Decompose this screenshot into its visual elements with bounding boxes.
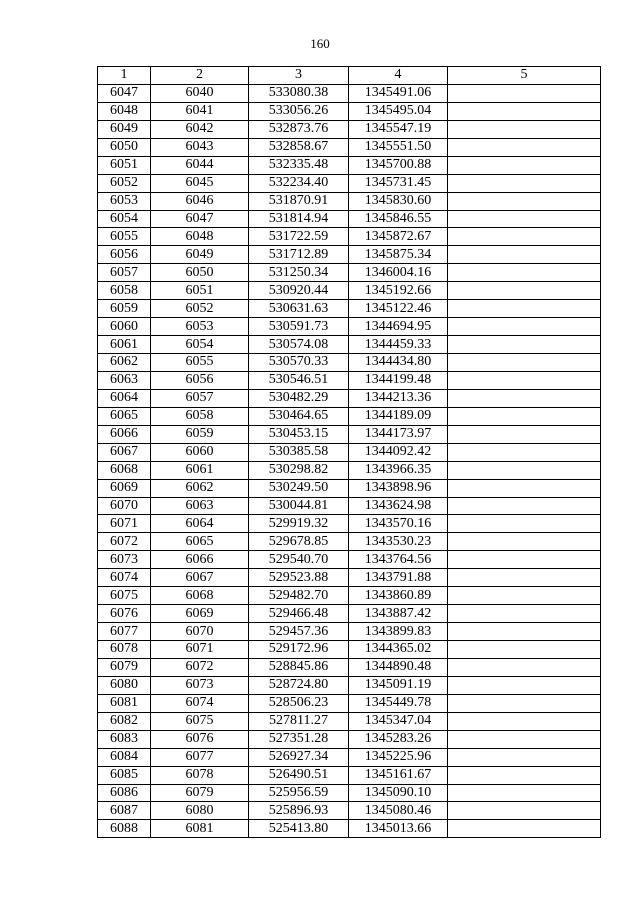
table-cell: 6073	[151, 676, 249, 694]
table-cell: 1345449.78	[349, 694, 448, 712]
table-cell: 1345875.34	[349, 246, 448, 264]
table-cell: 6063	[151, 497, 249, 515]
table-cell: 6060	[98, 318, 151, 336]
table-row	[98, 156, 601, 174]
table-cell: 6065	[98, 407, 151, 425]
table-cell: 528724.80	[249, 676, 349, 694]
table-cell	[448, 623, 601, 641]
table-cell: 530385.58	[249, 443, 349, 461]
table-cell: 6049	[98, 120, 151, 138]
table-row	[98, 533, 601, 551]
table-cell: 6059	[151, 425, 249, 443]
table-cell: 530631.63	[249, 300, 349, 318]
table-cell: 532335.48	[249, 156, 349, 174]
table-cell: 530298.82	[249, 461, 349, 479]
table-cell: 6041	[151, 102, 249, 120]
table-row	[98, 443, 601, 461]
table-cell: 1345846.55	[349, 210, 448, 228]
table-cell: 533056.26	[249, 102, 349, 120]
table-cell: 6050	[151, 264, 249, 282]
table-header-row	[98, 67, 601, 85]
table-cell: 6087	[98, 802, 151, 820]
table-cell	[448, 282, 601, 300]
table-row	[98, 587, 601, 605]
table-cell: 6088	[98, 820, 151, 838]
table-row	[98, 192, 601, 210]
table-cell: 530574.08	[249, 336, 349, 354]
table-cell: 6043	[151, 138, 249, 156]
table-cell: 1343899.83	[349, 623, 448, 641]
table-row	[98, 479, 601, 497]
table-cell	[448, 587, 601, 605]
table-row	[98, 138, 601, 156]
table-cell: 6047	[151, 210, 249, 228]
table-row	[98, 676, 601, 694]
table-cell: 6071	[98, 515, 151, 533]
table-cell: 6058	[151, 407, 249, 425]
table-cell: 1345013.66	[349, 820, 448, 838]
table-cell: 6040	[151, 84, 249, 102]
table-cell	[448, 138, 601, 156]
table-cell: 6081	[98, 694, 151, 712]
table-row	[98, 282, 601, 300]
table-row	[98, 210, 601, 228]
table-cell: 1343624.98	[349, 497, 448, 515]
table-cell: 6068	[98, 461, 151, 479]
table-cell: 1344434.80	[349, 354, 448, 372]
table-row	[98, 246, 601, 264]
table-cell: 6079	[98, 658, 151, 676]
table-row	[98, 623, 601, 641]
table-cell: 6070	[98, 497, 151, 515]
table-cell: 6054	[151, 336, 249, 354]
table-cell: 1345122.46	[349, 300, 448, 318]
table-cell: 1343570.16	[349, 515, 448, 533]
table-cell	[448, 84, 601, 102]
table-cell: 6069	[151, 605, 249, 623]
table-cell: 1345551.50	[349, 138, 448, 156]
table-cell: 530464.65	[249, 407, 349, 425]
table-cell: 1343860.89	[349, 587, 448, 605]
table-cell: 532873.76	[249, 120, 349, 138]
table-cell: 1344694.95	[349, 318, 448, 336]
table-cell	[448, 407, 601, 425]
table-cell: 6055	[98, 228, 151, 246]
table-cell	[448, 784, 601, 802]
table-cell: 531722.59	[249, 228, 349, 246]
table-cell: 532234.40	[249, 174, 349, 192]
table-cell: 525956.59	[249, 784, 349, 802]
table-cell	[448, 354, 601, 372]
table-cell	[448, 820, 601, 838]
table-cell: 6056	[98, 246, 151, 264]
table-cell: 6072	[98, 533, 151, 551]
table-cell	[448, 228, 601, 246]
table-cell: 6072	[151, 658, 249, 676]
table-cell: 1345872.67	[349, 228, 448, 246]
table-cell: 1344459.33	[349, 336, 448, 354]
table-cell: 6061	[98, 336, 151, 354]
table-row	[98, 264, 601, 282]
coordinates-table	[97, 66, 601, 838]
table-cell: 529919.32	[249, 515, 349, 533]
table-cell: 525413.80	[249, 820, 349, 838]
table-cell: 530570.33	[249, 354, 349, 372]
table-cell: 6077	[151, 748, 249, 766]
table-cell: 529457.36	[249, 623, 349, 641]
table-cell: 6070	[151, 623, 249, 641]
table-row	[98, 748, 601, 766]
column-header: 2	[151, 67, 249, 85]
table-cell	[448, 300, 601, 318]
table-row	[98, 820, 601, 838]
table-cell	[448, 766, 601, 784]
table-cell: 6086	[98, 784, 151, 802]
table-row	[98, 658, 601, 676]
table-cell: 1343764.56	[349, 551, 448, 569]
table-cell: 1345491.06	[349, 84, 448, 102]
table-cell	[448, 605, 601, 623]
table-row	[98, 120, 601, 138]
table-row	[98, 712, 601, 730]
table-row	[98, 551, 601, 569]
column-header: 3	[249, 67, 349, 85]
table-cell: 1345347.04	[349, 712, 448, 730]
table-cell: 1343966.35	[349, 461, 448, 479]
table-cell: 530920.44	[249, 282, 349, 300]
table-cell: 6066	[151, 551, 249, 569]
table-cell: 6053	[98, 192, 151, 210]
table-cell: 6076	[151, 730, 249, 748]
table-cell: 1345225.96	[349, 748, 448, 766]
table-cell: 6085	[98, 766, 151, 784]
table-cell	[448, 748, 601, 766]
table-cell: 6060	[151, 443, 249, 461]
table-cell: 530249.50	[249, 479, 349, 497]
table-cell: 1345090.10	[349, 784, 448, 802]
table-cell	[448, 318, 601, 336]
table-cell: 6082	[98, 712, 151, 730]
table-row	[98, 228, 601, 246]
column-header: 4	[349, 67, 448, 85]
table-cell: 1344189.09	[349, 407, 448, 425]
page-number: 160	[310, 36, 330, 51]
table-cell: 6047	[98, 84, 151, 102]
table-cell: 6081	[151, 820, 249, 838]
table-row	[98, 730, 601, 748]
table-cell	[448, 371, 601, 389]
table-row	[98, 354, 601, 372]
table-cell: 529540.70	[249, 551, 349, 569]
table-cell	[448, 676, 601, 694]
table-row	[98, 694, 601, 712]
table-cell: 1345700.88	[349, 156, 448, 174]
table-cell	[448, 461, 601, 479]
table-cell: 6073	[98, 551, 151, 569]
table-row	[98, 569, 601, 587]
table-cell: 6075	[151, 712, 249, 730]
table-row	[98, 318, 601, 336]
table-row	[98, 802, 601, 820]
table-cell: 6053	[151, 318, 249, 336]
table-cell: 1345283.26	[349, 730, 448, 748]
table-cell	[448, 515, 601, 533]
table-row	[98, 461, 601, 479]
table-cell	[448, 730, 601, 748]
table-cell: 1343898.96	[349, 479, 448, 497]
table-cell: 531870.91	[249, 192, 349, 210]
table-cell: 6067	[98, 443, 151, 461]
table-cell: 6057	[151, 389, 249, 407]
table-cell: 6076	[98, 605, 151, 623]
table-cell: 1343530.23	[349, 533, 448, 551]
table-cell: 6051	[151, 282, 249, 300]
table-cell: 6078	[98, 641, 151, 659]
table-cell	[448, 425, 601, 443]
table-row	[98, 102, 601, 120]
table-cell	[448, 658, 601, 676]
table-cell: 1344092.42	[349, 443, 448, 461]
table-cell: 6074	[151, 694, 249, 712]
table-cell	[448, 174, 601, 192]
table-cell: 1344365.02	[349, 641, 448, 659]
table-cell: 6045	[151, 174, 249, 192]
table-cell: 1344890.48	[349, 658, 448, 676]
table-cell: 530546.51	[249, 371, 349, 389]
table-cell: 6058	[98, 282, 151, 300]
table-row	[98, 784, 601, 802]
table-cell: 6056	[151, 371, 249, 389]
table-cell: 6078	[151, 766, 249, 784]
table-cell: 1345192.66	[349, 282, 448, 300]
table-row	[98, 84, 601, 102]
table-cell: 6062	[151, 479, 249, 497]
table-cell: 6080	[151, 802, 249, 820]
table-cell: 6083	[98, 730, 151, 748]
table-cell: 6080	[98, 676, 151, 694]
table-cell: 526490.51	[249, 766, 349, 784]
column-header: 5	[448, 67, 601, 85]
table-body	[98, 84, 601, 837]
table-cell: 1344213.36	[349, 389, 448, 407]
table-cell: 6063	[98, 371, 151, 389]
table-cell: 529466.48	[249, 605, 349, 623]
table-cell: 530453.15	[249, 425, 349, 443]
table-cell: 6059	[98, 300, 151, 318]
table-cell: 6042	[151, 120, 249, 138]
table-cell: 1345091.19	[349, 676, 448, 694]
table-cell: 6071	[151, 641, 249, 659]
table-cell: 6054	[98, 210, 151, 228]
column-header: 1	[98, 67, 151, 85]
table-row	[98, 174, 601, 192]
table-cell: 6077	[98, 623, 151, 641]
table-cell: 528845.86	[249, 658, 349, 676]
table-cell: 6048	[98, 102, 151, 120]
table-cell: 6044	[151, 156, 249, 174]
table-cell: 1345547.19	[349, 120, 448, 138]
table-cell: 531250.34	[249, 264, 349, 282]
table-cell: 1344173.97	[349, 425, 448, 443]
table-row	[98, 371, 601, 389]
table-cell: 1345495.04	[349, 102, 448, 120]
table-cell	[448, 264, 601, 282]
table-cell: 6052	[151, 300, 249, 318]
table-cell: 1344199.48	[349, 371, 448, 389]
table-row	[98, 515, 601, 533]
table-cell: 6051	[98, 156, 151, 174]
table-cell: 532858.67	[249, 138, 349, 156]
table-cell: 529172.96	[249, 641, 349, 659]
table-cell	[448, 102, 601, 120]
table-cell: 1345080.46	[349, 802, 448, 820]
table-cell: 1346004.16	[349, 264, 448, 282]
table-cell: 530482.29	[249, 389, 349, 407]
table-cell: 6067	[151, 569, 249, 587]
table-cell	[448, 533, 601, 551]
table-cell: 529523.88	[249, 569, 349, 587]
table-cell	[448, 569, 601, 587]
table-cell: 527351.28	[249, 730, 349, 748]
table-row	[98, 425, 601, 443]
table-row	[98, 300, 601, 318]
table-row	[98, 407, 601, 425]
table-cell: 1343887.42	[349, 605, 448, 623]
table-cell: 6084	[98, 748, 151, 766]
table-cell: 6050	[98, 138, 151, 156]
table-cell: 6055	[151, 354, 249, 372]
table-cell: 526927.34	[249, 748, 349, 766]
table-cell: 530044.81	[249, 497, 349, 515]
table-cell	[448, 443, 601, 461]
table-row	[98, 389, 601, 407]
table-cell: 6064	[98, 389, 151, 407]
table-row	[98, 766, 601, 784]
table-cell: 1345830.60	[349, 192, 448, 210]
table-cell: 528506.23	[249, 694, 349, 712]
table-row	[98, 336, 601, 354]
table-cell	[448, 712, 601, 730]
table-cell: 6066	[98, 425, 151, 443]
table-cell: 6061	[151, 461, 249, 479]
table-cell	[448, 479, 601, 497]
table-cell: 6068	[151, 587, 249, 605]
table-cell: 6049	[151, 246, 249, 264]
table-cell: 6046	[151, 192, 249, 210]
table-cell: 529482.70	[249, 587, 349, 605]
table-cell: 525896.93	[249, 802, 349, 820]
table-cell: 530591.73	[249, 318, 349, 336]
table-cell: 527811.27	[249, 712, 349, 730]
table-row	[98, 605, 601, 623]
table-cell: 1343791.88	[349, 569, 448, 587]
table-cell	[448, 497, 601, 515]
table-cell	[448, 192, 601, 210]
table-cell: 1345161.67	[349, 766, 448, 784]
table-cell	[448, 694, 601, 712]
table-cell: 6074	[98, 569, 151, 587]
table-cell	[448, 551, 601, 569]
table-cell	[448, 641, 601, 659]
table-cell	[448, 246, 601, 264]
table-cell: 531814.94	[249, 210, 349, 228]
table-cell: 6069	[98, 479, 151, 497]
table-cell: 533080.38	[249, 84, 349, 102]
table-row	[98, 497, 601, 515]
table-cell	[448, 120, 601, 138]
table-cell	[448, 336, 601, 354]
table-cell	[448, 210, 601, 228]
table-cell	[448, 156, 601, 174]
table-cell: 6064	[151, 515, 249, 533]
table-cell: 6057	[98, 264, 151, 282]
table-cell: 6062	[98, 354, 151, 372]
table-cell	[448, 802, 601, 820]
table-cell: 6048	[151, 228, 249, 246]
table-cell: 6079	[151, 784, 249, 802]
table-cell	[448, 389, 601, 407]
table-cell: 6075	[98, 587, 151, 605]
table-cell: 6065	[151, 533, 249, 551]
table-row	[98, 641, 601, 659]
table-cell: 6052	[98, 174, 151, 192]
table-cell: 529678.85	[249, 533, 349, 551]
table-cell: 1345731.45	[349, 174, 448, 192]
table-cell: 531712.89	[249, 246, 349, 264]
